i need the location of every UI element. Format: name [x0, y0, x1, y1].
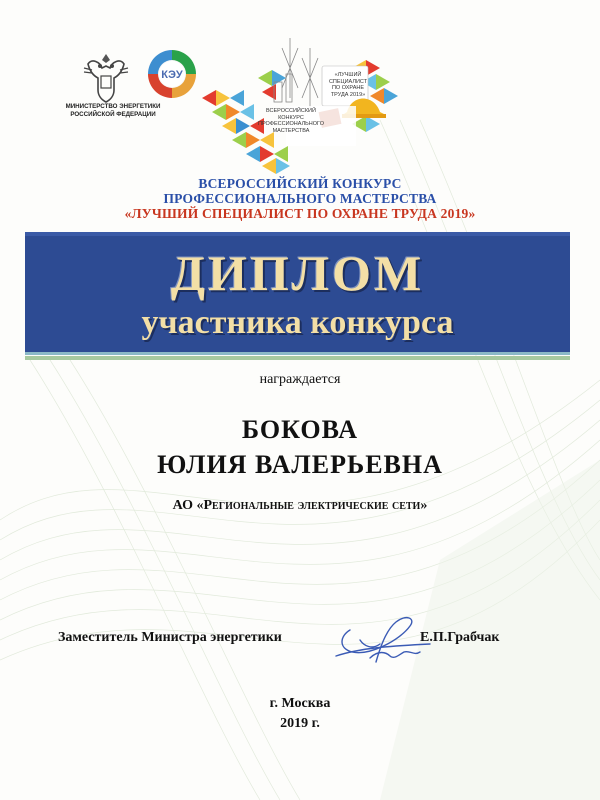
- keu-logo-icon: [146, 48, 198, 100]
- awarded-label: награждается: [259, 372, 341, 387]
- recipient-organization: [0, 498, 600, 514]
- signatory-name: Е.П.Грабчак: [420, 630, 500, 645]
- contest-title-line-1: ВСЕРОССИЙСКИЙ КОНКУРС: [198, 176, 402, 191]
- city-label: г. Москва: [269, 696, 331, 711]
- diploma-subtitle: участника конкурса: [141, 304, 454, 341]
- year-label: 2019 г.: [280, 716, 320, 731]
- org-name: Региональные электрические сети: [203, 498, 421, 513]
- org-suffix: »: [420, 498, 428, 513]
- recipient-given-names: ЮЛИЯ ВАЛЕРЬЕВНА: [157, 450, 443, 479]
- diploma-title: ДИПЛОМ: [170, 245, 425, 301]
- diploma-banner: [25, 232, 570, 352]
- keu-logo-text: КЭУ: [161, 69, 183, 81]
- contest-title-line-2: ПРОФЕССИОНАЛЬНОГО МАСТЕРСТВА: [163, 191, 437, 206]
- ministry-label: МИНИСТЕРСТВО ЭНЕРГЕТИКИ РОССИЙСКОЙ ФЕДЕРАЦИИ: [65, 103, 161, 118]
- org-prefix: АО «: [172, 498, 204, 513]
- signatory-role: Заместитель Министра энергетики: [58, 630, 282, 645]
- contest-logo-caption-1: «ЛУЧШИЙ СПЕЦИАЛИСТ ПО ОХРАНЕ ТРУДА 2019»: [328, 72, 368, 98]
- recipient-surname: БОКОВА: [241, 415, 359, 444]
- coat-of-arms-icon: [78, 50, 134, 104]
- contest-title: [0, 176, 600, 221]
- contest-title-line-3: «ЛУЧШИЙ СПЕЦИАЛИСТ ПО ОХРАНЕ ТРУДА 2019»: [124, 206, 476, 221]
- contest-logo-caption-2: ВСЕРОССИЙСКИЙ КОНКУРС ПРОФЕССИОНАЛЬНОГО МАСТЕРСТВА: [258, 108, 324, 134]
- banner-underline: [25, 356, 570, 360]
